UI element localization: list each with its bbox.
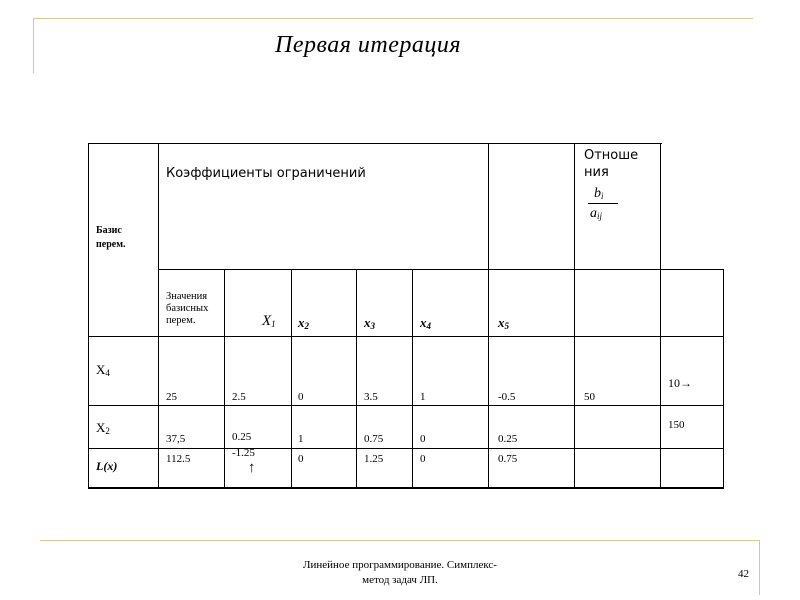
footer-line1: Линейное программирование. Симплекс-: [303, 559, 497, 571]
var-x4-header: [420, 315, 431, 331]
table-line: [224, 269, 225, 489]
ratio-denominator: a: [590, 206, 597, 221]
ratio-formula: [588, 186, 620, 222]
page-number: 42: [738, 568, 749, 580]
row-x4-x1: 2.5: [232, 391, 246, 403]
slide-footer: [284, 558, 516, 588]
table-border-top: [88, 143, 662, 144]
row-lx-basis: L(x): [96, 459, 118, 473]
row-x2-x2: 1: [298, 433, 304, 445]
basis-header-line1: Базис: [96, 225, 122, 236]
row-x4-basis-sub: 4: [105, 368, 110, 378]
table-line: [412, 269, 413, 489]
var-x1-sub: 1: [271, 319, 276, 329]
top-rule: [33, 18, 753, 19]
row-x4-ratio: 50: [584, 391, 595, 403]
ratio-denominator-sub: ij: [597, 211, 603, 221]
basis-header: [96, 224, 126, 252]
row-x2-extra: 150: [668, 419, 685, 431]
row-x2-x1: 0.25: [232, 431, 252, 443]
ratio-header-line2: ния: [584, 165, 609, 180]
var-x5-letter: x: [498, 315, 505, 330]
var-x1-letter: X: [262, 313, 272, 329]
pivot-arrow-icon: ↑: [248, 460, 256, 476]
row-x2-x5: 0.25: [498, 433, 518, 445]
row-x2-value: 37,5: [166, 433, 186, 445]
var-x3-letter: x: [364, 315, 371, 330]
ratio-header-line1: Отноше: [584, 148, 639, 163]
row-x4-extra: 10→: [668, 376, 692, 390]
values-header: [166, 291, 208, 327]
table-line: [88, 336, 724, 337]
fraction-bar: [588, 203, 618, 204]
var-x2-letter: x: [298, 315, 305, 330]
values-header-line1: Значения: [166, 291, 208, 302]
table-line: [88, 448, 724, 449]
row-lx-x5: 0.75: [498, 453, 518, 465]
basis-header-line2: перем.: [96, 239, 126, 250]
table-line: [488, 143, 489, 489]
table-line: [660, 143, 661, 489]
var-x4-letter: x: [420, 315, 427, 330]
table-line: [158, 269, 724, 270]
var-x3-sub: 3: [370, 321, 375, 331]
table-line: [88, 405, 724, 406]
row-lx-value: 112.5: [166, 453, 191, 465]
row-x2-basis-letter: X: [96, 420, 106, 435]
values-header-line2: базисных: [166, 303, 209, 314]
table-line: [291, 269, 292, 489]
ratio-numerator: b: [594, 186, 601, 201]
row-x4-basis-letter: X: [96, 362, 106, 377]
row-x4-basis: [96, 362, 110, 378]
table-border-bottom: [88, 487, 724, 489]
left-rule: [33, 18, 34, 73]
row-lx-x3: 1.25: [364, 453, 384, 465]
var-x2-sub: 2: [304, 321, 309, 331]
table-line: [574, 143, 575, 489]
row-x4-x2: 0: [298, 391, 304, 403]
row-lx-x1: -1.25: [232, 447, 255, 459]
var-x2-header: [298, 315, 309, 331]
row-lx-x2: 0: [298, 453, 304, 465]
row-x2-basis: [96, 420, 110, 436]
coefficients-header: Коэффициенты ограничений: [166, 166, 366, 181]
var-x1-header: [262, 313, 276, 330]
table-line: [158, 143, 159, 489]
row-lx-x4: 0: [420, 453, 426, 465]
var-x5-header: [498, 315, 509, 331]
table-border-left: [88, 143, 89, 489]
var-x3-header: [364, 315, 375, 331]
footer-line2: метод задач ЛП.: [362, 574, 438, 586]
right-rule: [759, 540, 760, 595]
row-x4-x5: -0.5: [498, 391, 516, 403]
row-x2-x3: 0.75: [364, 433, 384, 445]
var-x5-sub: 5: [504, 321, 509, 331]
row-x4-value: 25: [166, 391, 177, 403]
ratio-numerator-sub: i: [601, 191, 604, 201]
row-x4-x4: 1: [420, 391, 426, 403]
row-x2-basis-sub: 2: [105, 426, 110, 436]
row-x2-x4: 0: [420, 433, 426, 445]
slide-title: Первая итерация: [275, 32, 462, 58]
table-line: [356, 269, 357, 489]
bottom-rule: [40, 540, 760, 541]
var-x4-sub: 4: [426, 321, 431, 331]
table-border-right: [723, 269, 724, 489]
values-header-line3: перем.: [166, 315, 196, 326]
ratio-header: [584, 147, 638, 181]
row-x4-x3: 3.5: [364, 391, 378, 403]
